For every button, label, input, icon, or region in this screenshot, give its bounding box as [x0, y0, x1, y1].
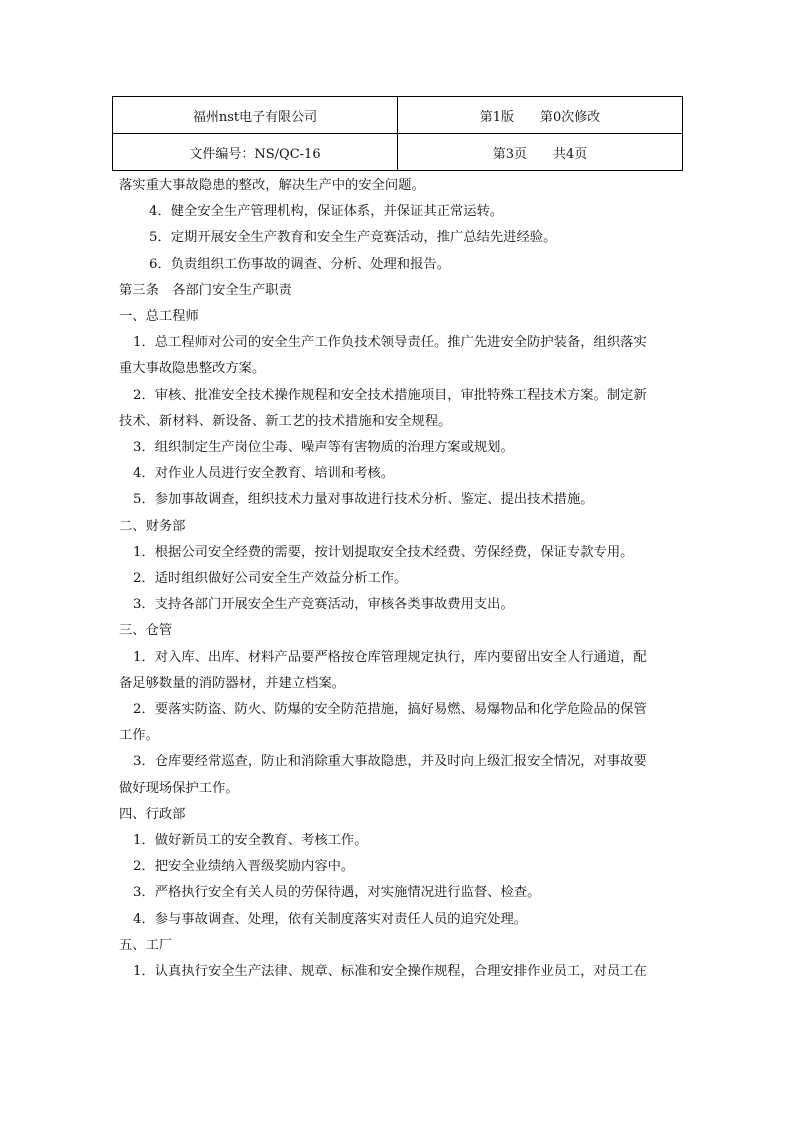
body-line: 1．对入库、出库、材料产品要严格按仓库管理规定执行，库内要留出安全人行通道，配 — [133, 649, 647, 665]
body-line: 5．参加事故调查，组织技术力量对事故进行技术分析、鉴定、提出技术措施。 — [133, 492, 594, 508]
version-label: 第1版 — [479, 109, 514, 125]
revision-label: 第0次修改 — [540, 109, 601, 125]
body-line: 4．健全安全生产管理机构，保证体系，并保证其正常运转。 — [149, 204, 504, 220]
body-line: 四、行政部 — [119, 806, 186, 822]
body-line: 2．要落实防盗、防火、防爆的安全防范措施，搞好易燃、易爆物品和化学危险品的保管 — [133, 702, 647, 718]
body-line: 技术、新材料、新设备、新工艺的技术措施和安全规程。 — [119, 413, 452, 429]
body-line: 4．对作业人员进行安全教育、培训和考核。 — [133, 466, 395, 482]
body-line: 5．定期开展安全生产教育和安全生产竞赛活动，推广总结先进经验。 — [149, 230, 557, 246]
body-line: 一、总工程师 — [119, 309, 199, 325]
header-row-1 — [113, 97, 683, 134]
body-line: 1．总工程师对公司的安全生产工作负技术领导责任。推广先进安全防护装备，组织落实 — [133, 335, 647, 351]
body-line: 1．认真执行安全生产法律、规章、标准和安全操作规程，合理安排作业员工，对员工在 — [133, 964, 647, 980]
body-line: 三、仓管 — [119, 623, 173, 639]
body-line: 做好现场保护工作。 — [119, 780, 239, 796]
page-total: 共4页 — [553, 146, 588, 162]
body-line: 落实重大事故隐患的整改，解决生产中的安全问题。 — [119, 178, 425, 193]
body-line: 1．根据公司安全经费的需要，按计划提取安全技术经费、劳保经费，保证专款专用。 — [133, 544, 634, 560]
body-line: 6．负责组织工伤事故的调查、分析、处理和报告。 — [149, 256, 450, 272]
header-row-2 — [113, 134, 683, 171]
document-header-table — [112, 96, 683, 171]
body-line: 二、财务部 — [119, 518, 186, 534]
body-line: 4．参与事故调查、处理，依有关制度落实对责任人员的追究处理。 — [133, 911, 528, 927]
body-line: 第三条 各部门安全生产职责 — [119, 282, 292, 298]
company-name: 福州nst电子有限公司 — [113, 97, 398, 134]
body-line: 3．仓库要经常巡查，防止和消除重大事故隐患，并及时向上级汇报安全情况，对事故要 — [133, 754, 647, 770]
body-line: 工作。 — [119, 728, 159, 744]
body-line: 2．适时组织做好公司安全生产效益分析工作。 — [133, 571, 408, 587]
body-line: 1．做好新员工的安全教育、考核工作。 — [133, 833, 368, 849]
body-line: 3．支持各部门开展安全生产竞赛活动，审核各类事故费用支出。 — [133, 597, 514, 613]
body-line: 3．严格执行安全有关人员的劳保待遇，对实施情况进行监督、检查。 — [133, 885, 541, 901]
document-body — [119, 173, 681, 985]
body-line: 2．把安全业绩纳入晋级奖励内容中。 — [133, 859, 355, 875]
page-number: 第3页 — [492, 146, 527, 162]
body-line: 3．组织制定生产岗位尘毒、噪声等有害物质的治理方案或规划。 — [133, 440, 514, 456]
body-line: 重大事故隐患整改方案。 — [119, 361, 266, 377]
body-line: 备足够数量的消防器材，并建立档案。 — [119, 675, 346, 691]
version-cell — [398, 97, 683, 134]
body-line: 五、工厂 — [119, 937, 173, 953]
body-line: 2．审核、批准安全技术操作规程和安全技术措施项目，审批特殊工程技术方案。制定新 — [133, 387, 647, 403]
document-number: 文件编号：NS/QC-16 — [113, 134, 398, 171]
page-cell — [398, 134, 683, 171]
